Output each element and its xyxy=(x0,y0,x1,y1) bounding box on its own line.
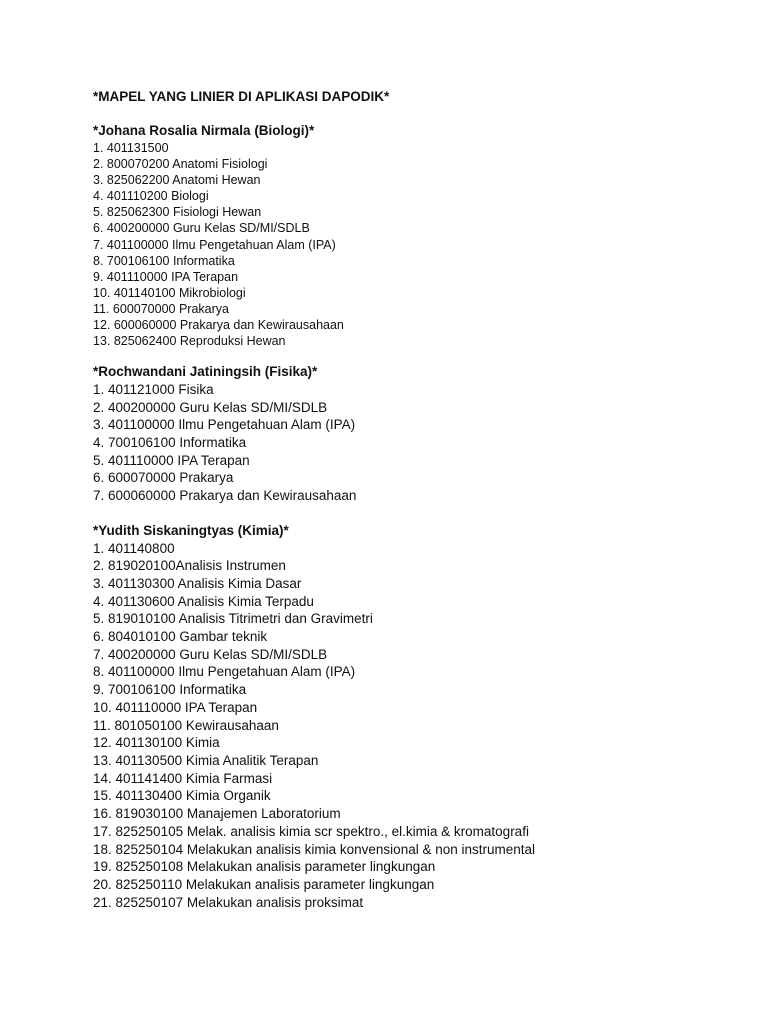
section-kimia xyxy=(93,522,733,911)
list-item: 5. 401110000 IPA Terapan xyxy=(93,452,250,468)
list-item: 16. 819030100 Manajemen Laboratorium xyxy=(93,806,341,822)
list-item: 17. 825250105 Melak. analisis kimia scr spektro., el.kimia & kromatografi xyxy=(93,823,529,839)
list-item: 7. 400200000 Guru Kelas SD/MI/SDLB xyxy=(93,646,328,662)
list-item: 6. 600070000 Prakarya xyxy=(93,470,234,486)
list-item: 11. 600070000 Prakarya xyxy=(93,301,229,316)
list-item: 2. 400200000 Guru Kelas SD/MI/SDLB xyxy=(93,399,328,415)
list-item: 21. 825250107 Melakukan analisis proksimat xyxy=(93,894,364,910)
list-item: 3. 825062200 Anatomi Hewan xyxy=(93,173,261,188)
list-item: 3. 401130300 Analisis Kimia Dasar xyxy=(93,575,302,591)
subject-list xyxy=(93,381,733,505)
list-item: 3. 401100000 Ilmu Pengetahuan Alam (IPA) xyxy=(93,417,356,433)
section-biologi xyxy=(93,122,733,349)
list-item: 14. 401141400 Kimia Farmasi xyxy=(93,770,273,786)
list-item: 18. 825250104 Melakukan analisis kimia konvensional & non instrumental xyxy=(93,841,536,857)
list-item: 10. 401110000 IPA Terapan xyxy=(93,699,258,715)
list-item: 4. 700106100 Informatika xyxy=(93,435,247,451)
section-fisika xyxy=(93,363,733,505)
list-item: 5. 819010100 Analisis Titrimetri dan Gravimetri xyxy=(93,611,373,627)
list-item: 8. 700106100 Informatika xyxy=(93,253,235,268)
list-item: 7. 401100000 Ilmu Pengetahuan Alam (IPA) xyxy=(93,237,336,252)
list-item: 12. 600060000 Prakarya dan Kewirausahaan xyxy=(93,318,344,333)
list-item: 8. 401100000 Ilmu Pengetahuan Alam (IPA) xyxy=(93,664,356,680)
list-item: 1. 401140800 xyxy=(93,540,175,556)
section-heading: *Johana Rosalia Nirmala (Biologi)* xyxy=(93,123,315,138)
list-item: 10. 401140100 Mikrobiologi xyxy=(93,285,246,300)
list-item: 6. 400200000 Guru Kelas SD/MI/SDLB xyxy=(93,221,310,236)
list-item: 1. 401131500 xyxy=(93,141,169,155)
subject-list xyxy=(93,540,733,912)
list-item: 1. 401121000 Fisika xyxy=(93,381,214,397)
document-content xyxy=(93,88,733,911)
list-item: 2. 800070200 Anatomi Fisiologi xyxy=(93,157,268,172)
section-heading: *Rochwandani Jatiningsih (Fisika)* xyxy=(93,364,318,380)
list-item: 19. 825250108 Melakukan analisis parameter lingkungan xyxy=(93,859,436,875)
list-item: 2. 819020100Analisis Instrumen xyxy=(93,558,286,574)
list-item: 15. 401130400 Kimia Organik xyxy=(93,788,271,804)
list-item: 9. 700106100 Informatika xyxy=(93,682,247,698)
list-item: 7. 600060000 Prakarya dan Kewirausahaan xyxy=(93,488,357,504)
list-item: 5. 825062300 Fisiologi Hewan xyxy=(93,205,262,220)
list-item: 4. 401110200 Biologi xyxy=(93,189,209,204)
subject-list xyxy=(93,140,733,349)
list-item: 12. 401130100 Kimia xyxy=(93,735,220,751)
document-title: *MAPEL YANG LINIER DI APLIKASI DAPODIK* xyxy=(93,89,390,104)
section-heading: *Yudith Siskaningtyas (Kimia)* xyxy=(93,522,289,538)
list-item: 20. 825250110 Melakukan analisis parameter lingkungan xyxy=(93,876,435,892)
list-item: 11. 801050100 Kewirausahaan xyxy=(93,717,279,733)
list-item: 4. 401130600 Analisis Kimia Terpadu xyxy=(93,593,314,609)
list-item: 13. 825062400 Reproduksi Hewan xyxy=(93,334,286,349)
list-item: 6. 804010100 Gambar teknik xyxy=(93,629,268,645)
list-item: 13. 401130500 Kimia Analitik Terapan xyxy=(93,752,319,768)
list-item: 9. 401110000 IPA Terapan xyxy=(93,269,239,284)
